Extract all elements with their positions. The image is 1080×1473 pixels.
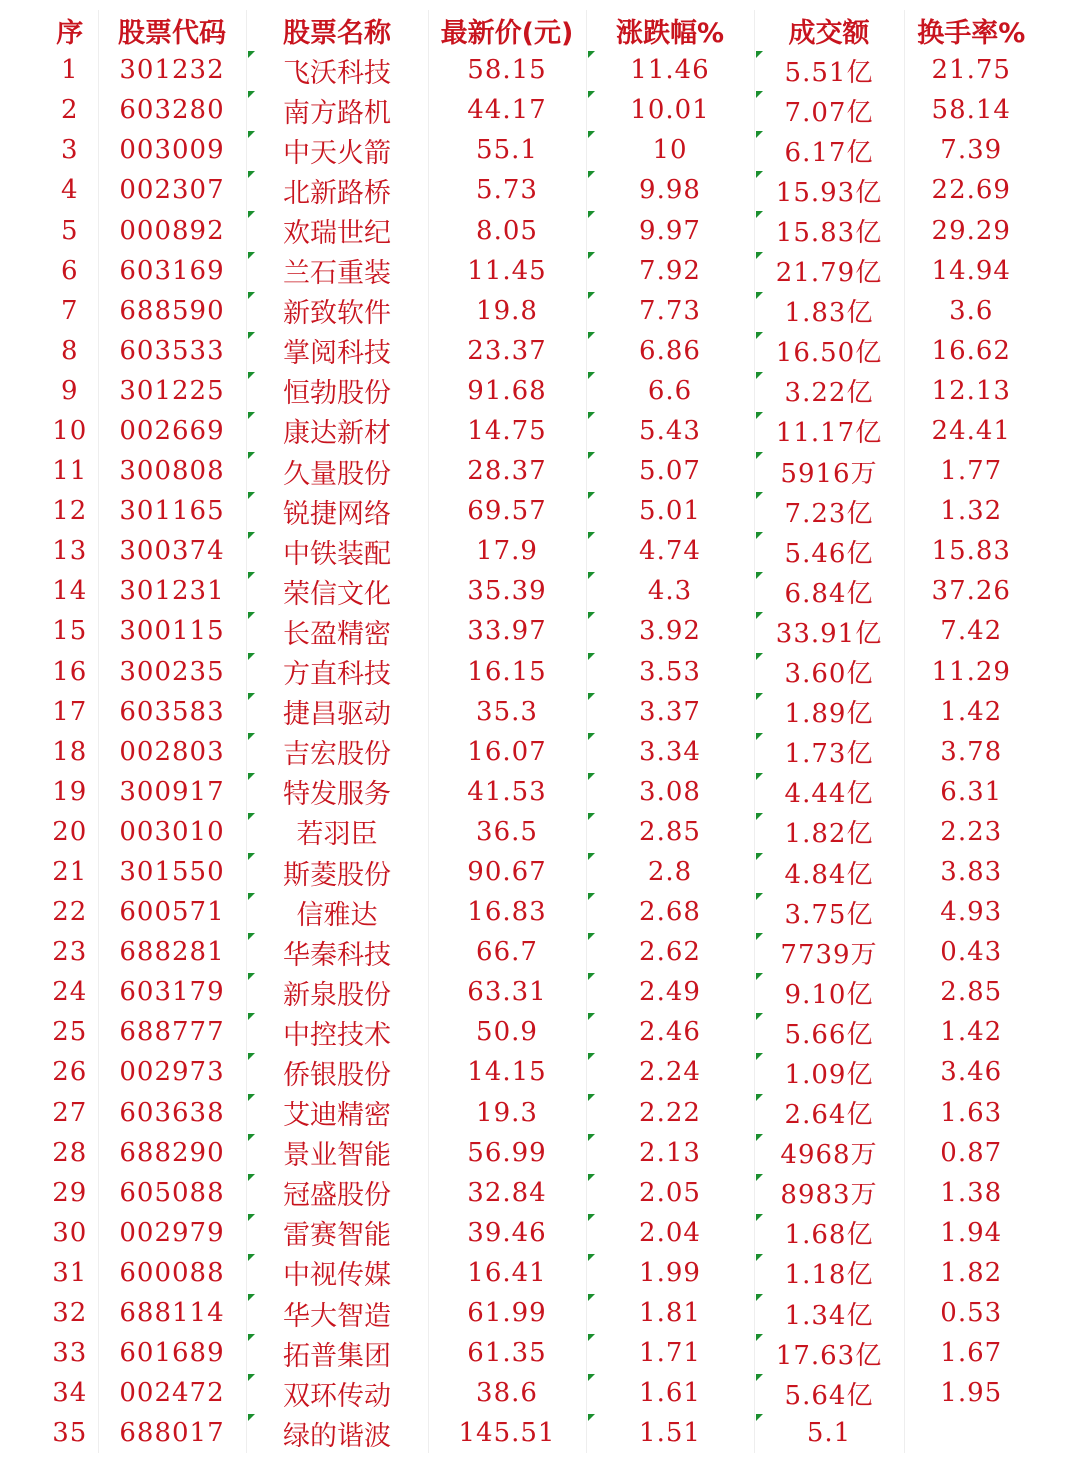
cell-amount: 9.10亿 (754, 972, 904, 1012)
cell-name: 特发服务 (246, 772, 428, 812)
cell-change: 2.8 (586, 852, 754, 892)
table-row (42, 170, 1038, 210)
header-code: 股票代码 (98, 10, 246, 50)
cell-price: 91.68 (428, 371, 586, 411)
cell-amount: 6.84亿 (754, 571, 904, 611)
table-row (42, 451, 1038, 491)
cell-code: 688590 (98, 291, 246, 331)
cell-name: 华大智造 (246, 1293, 428, 1333)
cell-amount: 1.68亿 (754, 1213, 904, 1253)
cell-code: 603179 (98, 972, 246, 1012)
cell-price: 35.39 (428, 571, 586, 611)
header-price: 最新价(元) (428, 10, 586, 50)
cell-change: 11.46 (586, 50, 754, 90)
cell-turnover: 3.78 (904, 732, 1038, 772)
cell-price: 16.15 (428, 652, 586, 692)
table-row (42, 1213, 1038, 1253)
cell-code: 688114 (98, 1293, 246, 1333)
cell-turnover: 1.77 (904, 451, 1038, 491)
cell-turnover: 21.75 (904, 50, 1038, 90)
cell-name: 新泉股份 (246, 972, 428, 1012)
table-row (42, 1173, 1038, 1213)
table-row (42, 692, 1038, 732)
cell-change: 10.01 (586, 90, 754, 130)
table-row (42, 130, 1038, 170)
cell-index: 21 (52, 857, 88, 888)
cell-code: 300808 (98, 451, 246, 491)
cell-price: 145.51 (428, 1413, 586, 1453)
cell-code: 300917 (98, 772, 246, 812)
cell-price: 33.97 (428, 611, 586, 651)
table-row (42, 1413, 1038, 1453)
cell-name: 中铁装配 (246, 531, 428, 571)
table-row (42, 611, 1038, 651)
cell-turnover: 1.94 (904, 1213, 1038, 1253)
cell-turnover: 1.32 (904, 491, 1038, 531)
cell-price: 17.9 (428, 531, 586, 571)
cell-price: 44.17 (428, 90, 586, 130)
cell-code: 003009 (98, 130, 246, 170)
cell-change: 2.46 (586, 1012, 754, 1052)
cell-amount: 1.34亿 (754, 1293, 904, 1333)
cell-turnover: 0.53 (904, 1293, 1038, 1333)
cell-index: 20 (52, 816, 88, 847)
cell-name: 若羽臣 (246, 812, 428, 852)
cell-turnover: 1.67 (904, 1333, 1038, 1373)
cell-name: 双环传动 (246, 1373, 428, 1413)
cell-code: 003010 (98, 812, 246, 852)
cell-index: 16 (52, 656, 88, 687)
cell-turnover: 12.13 (904, 371, 1038, 411)
cell-index: 3 (60, 135, 79, 166)
cell-amount: 5.46亿 (754, 531, 904, 571)
cell-change: 6.86 (586, 331, 754, 371)
table-row (42, 812, 1038, 852)
cell-code: 301550 (98, 852, 246, 892)
cell-change: 2.68 (586, 892, 754, 932)
cell-name: 冠盛股份 (246, 1173, 428, 1213)
cell-amount: 33.91亿 (754, 611, 904, 651)
cell-amount: 4968万 (754, 1133, 904, 1173)
cell-code: 301231 (98, 571, 246, 611)
cell-change: 5.01 (586, 491, 754, 531)
cell-index: 19 (52, 776, 88, 807)
cell-turnover: 1.63 (904, 1093, 1038, 1133)
cell-amount: 15.83亿 (754, 210, 904, 250)
cell-change: 1.61 (586, 1373, 754, 1413)
cell-change: 10 (586, 130, 754, 170)
cell-amount: 16.50亿 (754, 331, 904, 371)
table-row (42, 1333, 1038, 1373)
cell-turnover: 16.62 (904, 331, 1038, 371)
cell-change: 2.85 (586, 812, 754, 852)
cell-amount: 4.84亿 (754, 852, 904, 892)
cell-amount: 1.18亿 (754, 1253, 904, 1293)
cell-index: 7 (60, 295, 79, 326)
cell-turnover: 15.83 (904, 531, 1038, 571)
header-row (42, 10, 1038, 50)
cell-change: 2.62 (586, 932, 754, 972)
cell-amount: 1.89亿 (754, 692, 904, 732)
cell-name: 斯菱股份 (246, 852, 428, 892)
table-row (42, 90, 1038, 130)
table-row (42, 1373, 1038, 1413)
cell-name: 侨银股份 (246, 1052, 428, 1092)
cell-price: 23.37 (428, 331, 586, 371)
cell-index: 9 (60, 375, 79, 406)
header-change: 涨跌幅% (586, 10, 754, 50)
cell-price: 90.67 (428, 852, 586, 892)
cell-name: 北新路桥 (246, 170, 428, 210)
cell-amount: 11.17亿 (754, 411, 904, 451)
cell-name: 兰石重装 (246, 251, 428, 291)
cell-name: 恒勃股份 (246, 371, 428, 411)
cell-index: 32 (52, 1298, 88, 1329)
cell-index: 10 (52, 415, 88, 446)
cell-index: 4 (60, 175, 79, 206)
cell-change: 2.13 (586, 1133, 754, 1173)
cell-index: 23 (52, 937, 88, 968)
cell-index: 24 (52, 977, 88, 1008)
cell-code: 300374 (98, 531, 246, 571)
cell-change: 2.22 (586, 1093, 754, 1133)
cell-turnover: 2.23 (904, 812, 1038, 852)
cell-code: 002307 (98, 170, 246, 210)
cell-index: 13 (52, 536, 88, 567)
cell-code: 301232 (98, 50, 246, 90)
cell-name: 景业智能 (246, 1133, 428, 1173)
table-row (42, 291, 1038, 331)
cell-turnover: 58.14 (904, 90, 1038, 130)
cell-amount: 7.23亿 (754, 491, 904, 531)
cell-price: 16.07 (428, 732, 586, 772)
cell-price: 19.8 (428, 291, 586, 331)
cell-name: 锐捷网络 (246, 491, 428, 531)
cell-change: 2.24 (586, 1052, 754, 1092)
cell-code: 300115 (98, 611, 246, 651)
cell-amount: 5.66亿 (754, 1012, 904, 1052)
cell-index: 2 (60, 95, 79, 126)
cell-name: 中控技术 (246, 1012, 428, 1052)
table-row (42, 732, 1038, 772)
cell-amount: 3.75亿 (754, 892, 904, 932)
table-row (42, 652, 1038, 692)
table-row (42, 251, 1038, 291)
cell-amount: 5.51亿 (754, 50, 904, 90)
cell-code: 002472 (98, 1373, 246, 1413)
cell-change: 5.43 (586, 411, 754, 451)
cell-change: 2.05 (586, 1173, 754, 1213)
header-turnover: 换手率% (904, 10, 1038, 50)
cell-name: 长盈精密 (246, 611, 428, 651)
cell-index: 6 (60, 255, 79, 286)
cell-amount: 5.64亿 (754, 1373, 904, 1413)
cell-amount: 5916万 (754, 451, 904, 491)
table-row (42, 1012, 1038, 1052)
cell-index: 12 (52, 496, 88, 527)
table-row (42, 571, 1038, 611)
cell-price: 38.6 (428, 1373, 586, 1413)
header-index: 序 (56, 17, 84, 49)
cell-amount: 6.17亿 (754, 130, 904, 170)
cell-change: 3.53 (586, 652, 754, 692)
cell-amount: 5.1 (754, 1413, 904, 1453)
cell-code: 603280 (98, 90, 246, 130)
cell-index: 22 (52, 897, 88, 928)
cell-change: 5.07 (586, 451, 754, 491)
cell-name: 方直科技 (246, 652, 428, 692)
cell-amount: 3.22亿 (754, 371, 904, 411)
table-row (42, 411, 1038, 451)
table-row (42, 331, 1038, 371)
cell-code: 603169 (98, 251, 246, 291)
cell-price: 61.99 (428, 1293, 586, 1333)
cell-index: 28 (52, 1137, 88, 1168)
cell-amount: 17.63亿 (754, 1333, 904, 1373)
cell-price: 5.73 (428, 170, 586, 210)
cell-code: 300235 (98, 652, 246, 692)
cell-name: 康达新材 (246, 411, 428, 451)
cell-name: 荣信文化 (246, 571, 428, 611)
table-row (42, 1052, 1038, 1092)
table-row (42, 371, 1038, 411)
cell-price: 28.37 (428, 451, 586, 491)
cell-name: 信雅达 (246, 892, 428, 932)
table-row (42, 1093, 1038, 1133)
cell-index: 27 (52, 1097, 88, 1128)
cell-change: 7.92 (586, 251, 754, 291)
table-row (42, 210, 1038, 250)
cell-amount: 15.93亿 (754, 170, 904, 210)
table-row (42, 491, 1038, 531)
cell-change: 9.97 (586, 210, 754, 250)
cell-change: 1.71 (586, 1333, 754, 1373)
cell-index: 31 (52, 1257, 88, 1288)
cell-turnover: 0.87 (904, 1133, 1038, 1173)
cell-amount: 7.07亿 (754, 90, 904, 130)
cell-price: 19.3 (428, 1093, 586, 1133)
cell-price: 66.7 (428, 932, 586, 972)
cell-code: 002973 (98, 1052, 246, 1092)
cell-turnover: 3.6 (904, 291, 1038, 331)
cell-price: 55.1 (428, 130, 586, 170)
cell-code: 301165 (98, 491, 246, 531)
cell-turnover: 24.41 (904, 411, 1038, 451)
cell-turnover: 29.29 (904, 210, 1038, 250)
cell-turnover: 1.42 (904, 692, 1038, 732)
cell-index: 18 (52, 736, 88, 767)
cell-price: 56.99 (428, 1133, 586, 1173)
cell-change: 3.08 (586, 772, 754, 812)
cell-name: 艾迪精密 (246, 1093, 428, 1133)
cell-change: 3.34 (586, 732, 754, 772)
cell-price: 14.15 (428, 1052, 586, 1092)
cell-turnover: 37.26 (904, 571, 1038, 611)
cell-amount: 7739万 (754, 932, 904, 972)
cell-turnover: 0.43 (904, 932, 1038, 972)
table-row (42, 1293, 1038, 1333)
cell-change: 2.49 (586, 972, 754, 1012)
cell-index: 29 (52, 1177, 88, 1208)
cell-amount: 4.44亿 (754, 772, 904, 812)
cell-name: 久量股份 (246, 451, 428, 491)
table-row (42, 892, 1038, 932)
table-row (42, 772, 1038, 812)
cell-code: 600571 (98, 892, 246, 932)
cell-code: 688281 (98, 932, 246, 972)
cell-amount: 1.83亿 (754, 291, 904, 331)
cell-change: 1.81 (586, 1293, 754, 1333)
cell-name: 吉宏股份 (246, 732, 428, 772)
cell-index: 11 (52, 456, 88, 487)
cell-price: 41.53 (428, 772, 586, 812)
cell-turnover (904, 1413, 1038, 1453)
cell-turnover: 22.69 (904, 170, 1038, 210)
cell-name: 拓普集团 (246, 1333, 428, 1373)
cell-code: 600088 (98, 1253, 246, 1293)
cell-amount: 21.79亿 (754, 251, 904, 291)
cell-change: 9.98 (586, 170, 754, 210)
cell-code: 301225 (98, 371, 246, 411)
cell-index: 17 (52, 696, 88, 727)
cell-code: 000892 (98, 210, 246, 250)
cell-code: 002979 (98, 1213, 246, 1253)
cell-price: 63.31 (428, 972, 586, 1012)
cell-name: 新致软件 (246, 291, 428, 331)
header-name: 股票名称 (246, 10, 428, 50)
cell-turnover: 3.83 (904, 852, 1038, 892)
cell-index: 33 (52, 1338, 88, 1369)
cell-turnover: 7.39 (904, 130, 1038, 170)
table-row (42, 972, 1038, 1012)
table-row (42, 1133, 1038, 1173)
cell-index: 35 (52, 1418, 88, 1449)
cell-price: 58.15 (428, 50, 586, 90)
cell-turnover: 1.95 (904, 1373, 1038, 1413)
cell-turnover: 14.94 (904, 251, 1038, 291)
cell-price: 35.3 (428, 692, 586, 732)
cell-change: 1.51 (586, 1413, 754, 1453)
cell-turnover: 1.42 (904, 1012, 1038, 1052)
table-row (42, 852, 1038, 892)
cell-index: 30 (52, 1217, 88, 1248)
cell-turnover: 3.46 (904, 1052, 1038, 1092)
cell-turnover: 6.31 (904, 772, 1038, 812)
cell-code: 603583 (98, 692, 246, 732)
cell-price: 69.57 (428, 491, 586, 531)
cell-index: 25 (52, 1017, 88, 1048)
cell-code: 002669 (98, 411, 246, 451)
cell-change: 7.73 (586, 291, 754, 331)
cell-price: 16.83 (428, 892, 586, 932)
cell-change: 2.04 (586, 1213, 754, 1253)
cell-name: 绿的谐波 (246, 1413, 428, 1453)
cell-name: 南方路机 (246, 90, 428, 130)
cell-code: 688777 (98, 1012, 246, 1052)
cell-change: 3.37 (586, 692, 754, 732)
cell-code: 002803 (98, 732, 246, 772)
cell-code: 605088 (98, 1173, 246, 1213)
table-row (42, 1253, 1038, 1293)
cell-change: 4.74 (586, 531, 754, 571)
cell-price: 36.5 (428, 812, 586, 852)
table-row (42, 531, 1038, 571)
cell-index: 1 (60, 55, 79, 86)
cell-price: 11.45 (428, 251, 586, 291)
cell-turnover: 7.42 (904, 611, 1038, 651)
table-row (42, 932, 1038, 972)
cell-price: 16.41 (428, 1253, 586, 1293)
cell-amount: 2.64亿 (754, 1093, 904, 1133)
cell-name: 捷昌驱动 (246, 692, 428, 732)
cell-price: 61.35 (428, 1333, 586, 1373)
cell-name: 掌阅科技 (246, 331, 428, 371)
cell-change: 3.92 (586, 611, 754, 651)
cell-name: 华秦科技 (246, 932, 428, 972)
stock-table (42, 10, 1038, 1453)
cell-name: 中天火箭 (246, 130, 428, 170)
cell-index: 14 (52, 576, 88, 607)
cell-name: 欢瑞世纪 (246, 210, 428, 250)
cell-index: 8 (60, 335, 79, 366)
table-row (42, 50, 1038, 90)
cell-amount: 1.09亿 (754, 1052, 904, 1092)
cell-change: 4.3 (586, 571, 754, 611)
cell-code: 603533 (98, 331, 246, 371)
cell-turnover: 1.38 (904, 1173, 1038, 1213)
cell-index: 5 (60, 215, 79, 246)
cell-code: 688017 (98, 1413, 246, 1453)
cell-code: 601689 (98, 1333, 246, 1373)
cell-turnover: 1.82 (904, 1253, 1038, 1293)
cell-name: 中视传媒 (246, 1253, 428, 1293)
cell-amount: 3.60亿 (754, 652, 904, 692)
cell-index: 26 (52, 1057, 88, 1088)
cell-turnover: 4.93 (904, 892, 1038, 932)
cell-price: 14.75 (428, 411, 586, 451)
cell-amount: 8983万 (754, 1173, 904, 1213)
cell-price: 8.05 (428, 210, 586, 250)
cell-price: 50.9 (428, 1012, 586, 1052)
header-amount: 成交额 (754, 10, 904, 50)
cell-amount: 1.73亿 (754, 732, 904, 772)
cell-change: 1.99 (586, 1253, 754, 1293)
cell-name: 雷赛智能 (246, 1213, 428, 1253)
cell-turnover: 11.29 (904, 652, 1038, 692)
cell-turnover: 2.85 (904, 972, 1038, 1012)
cell-change: 6.6 (586, 371, 754, 411)
cell-code: 603638 (98, 1093, 246, 1133)
cell-amount: 1.82亿 (754, 812, 904, 852)
cell-name: 飞沃科技 (246, 50, 428, 90)
cell-index: 34 (52, 1378, 88, 1409)
cell-price: 39.46 (428, 1213, 586, 1253)
cell-price: 32.84 (428, 1173, 586, 1213)
cell-code: 688290 (98, 1133, 246, 1173)
cell-index: 15 (52, 616, 88, 647)
